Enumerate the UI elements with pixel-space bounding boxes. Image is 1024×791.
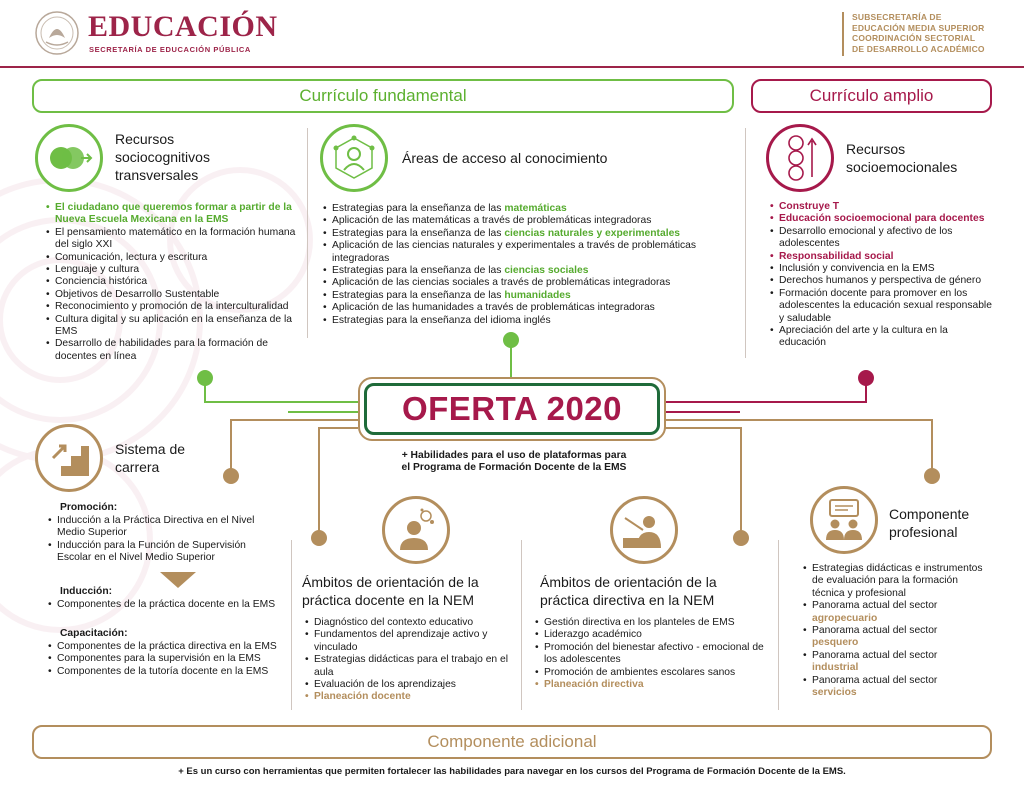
column-divider xyxy=(291,540,292,710)
title-line: práctica docente en la NEM xyxy=(302,592,474,608)
list-item: • Conciencia histórica xyxy=(46,276,296,288)
title-line: Sistema de xyxy=(115,441,186,457)
list-item xyxy=(803,625,993,650)
list-item: • Lenguaje y cultura xyxy=(46,264,296,276)
list-item: • Promoción de ambientes escolares sanos xyxy=(535,667,770,679)
item-highlight: humanidades xyxy=(504,289,571,301)
docente-title xyxy=(302,573,479,609)
profesional-icon xyxy=(810,486,878,554)
list-item: • Planeación directiva xyxy=(535,679,770,691)
list-item: • Componentes de la práctica directiva en la EMS xyxy=(48,641,283,653)
oferta-note: + Habilidades para el uso de plataformas para el Programa de Formación Docente de la EMS xyxy=(401,450,627,474)
list-item: • El ciudadano que queremos formar a partir de la Nueva Escuela Mexicana en la EMS xyxy=(46,202,296,227)
item-text: Estrategias para la enseñanza de las xyxy=(332,203,505,214)
capacitacion-heading: Capacitación: xyxy=(60,628,128,639)
triangle-down-icon xyxy=(160,572,196,588)
list-item: • Fundamentos del aprendizaje activo y vinculado xyxy=(305,629,515,654)
list-item: • Evaluación de los aprendizajes xyxy=(305,679,515,691)
column-divider xyxy=(778,540,779,710)
item-highlight: pesquero xyxy=(812,637,859,649)
list-item: • Derechos humanos y perspectiva de género xyxy=(770,275,992,287)
list-item: • Responsabilidad social xyxy=(770,251,992,263)
amplio-title: Currículo amplio xyxy=(809,86,934,105)
directiva-icon xyxy=(610,496,678,564)
list-item: • Formación docente para promover en los adolescentes la educación sexual responsable y saludable xyxy=(770,288,992,325)
footer-note: + Es un curso con herramientas que permiten fortalecer las habilidades para navegar en los cursos del Programa de Formación Docente de la EMS. xyxy=(178,766,846,777)
oferta-outer xyxy=(358,377,666,441)
list-item xyxy=(803,600,993,625)
fundamental-title: Currículo fundamental xyxy=(299,86,467,105)
logo-subtitle: SECRETARÍA DE EDUCACIÓN PÚBLICA xyxy=(89,45,251,54)
list-item: • Cultura digital y su aplicación en la enseñanza de la EMS xyxy=(46,314,296,339)
item-text: Panorama actual del sector xyxy=(812,649,938,661)
list-item: • Inducción para la Función de Supervisión Escolar en el Nivel Medio Superior xyxy=(48,540,283,565)
subsecretaria-line1: SUBSECRETARÍA DE xyxy=(852,12,942,22)
item-text: Estrategias para la enseñanza de las xyxy=(332,289,505,301)
list-item: • Diagnóstico del contexto educativo xyxy=(305,617,515,629)
title-line: transversales xyxy=(115,167,199,183)
induccion-heading: Inducción: xyxy=(60,586,113,597)
list-item: • Comunicación, lectura y escritura xyxy=(46,252,296,264)
logo-title: EDUCACIÓN xyxy=(88,10,278,43)
list-item xyxy=(803,650,993,675)
title-line: socioemocionales xyxy=(846,159,958,175)
capacitacion-list xyxy=(48,641,283,678)
list-item: • Construye T xyxy=(770,201,992,213)
item-text: Panorama actual del sector xyxy=(812,625,938,637)
list-item: • El pensamiento matemático en la formación humana del siglo XXI xyxy=(46,227,296,252)
list-item xyxy=(803,675,993,700)
title-line: práctica directiva en la NEM xyxy=(540,592,715,608)
directiva-list xyxy=(535,617,770,691)
list-item: • Gestión directiva en los planteles de EMS xyxy=(535,617,770,629)
item-highlight: industrial xyxy=(812,662,859,674)
item-highlight: matemáticas xyxy=(504,203,567,214)
column-divider xyxy=(521,540,522,710)
title-line: sociocognitivos xyxy=(115,149,210,165)
title-line: carrera xyxy=(115,459,160,475)
list-item: • Objetivos de Desarrollo Sustentable xyxy=(46,289,296,301)
coordinacion-line1: COORDINACIÓN SECTORIAL xyxy=(852,33,976,43)
item-text: Estrategias para la enseñanza de las xyxy=(332,265,505,277)
list-item: • Componentes para la supervisión en la EMS xyxy=(48,653,283,665)
promocion-list xyxy=(48,515,283,565)
item-text: Panorama actual del sector xyxy=(812,600,938,612)
list-item: • Componentes de la tutoría docente en la EMS xyxy=(48,666,283,678)
title-line: Componente xyxy=(889,506,970,522)
list-item: • Educación socioemocional para docentes xyxy=(770,213,992,225)
coordinacion-line2: DE DESARROLLO ACADÉMICO xyxy=(852,43,985,54)
item-text: Panorama actual del sector xyxy=(812,674,938,686)
title-line: profesional xyxy=(889,524,958,540)
list-item: • Estrategias didácticas para el trabajo en el aula xyxy=(305,654,515,679)
list-item: • Promoción del bienestar afectivo - emocional de los adolescentes xyxy=(535,642,770,667)
adicional-title: Componente adicional xyxy=(427,732,597,751)
list-item: • Estrategias para la enseñanza del idioma inglés xyxy=(323,315,733,327)
carrera-icon xyxy=(35,424,103,492)
list-item: • Inducción a la Práctica Directiva en el Nivel Medio Superior xyxy=(48,515,283,540)
list-item: • Inclusión y convivencia en la EMS xyxy=(770,263,992,275)
areas-title: Áreas de acceso al conocimiento xyxy=(402,150,608,166)
title-line: Ámbitos de orientación de la xyxy=(302,574,479,590)
docente-icon xyxy=(382,496,450,564)
list-item: • Aplicación de las matemáticas a través de problemáticas integradoras xyxy=(323,215,733,227)
title-line: Recursos xyxy=(115,131,175,147)
item-highlight: agropecuario xyxy=(812,612,878,624)
list-item: • Apreciación del arte y la cultura en la educación xyxy=(770,325,992,350)
list-item: • Reconocimiento y promoción de la interculturalidad xyxy=(46,301,296,313)
list-item: • Estrategias didácticas e instrumentos de evaluación para la formación técnica y profesional xyxy=(803,563,993,600)
list-item: • Aplicación de las ciencias sociales a través de problemáticas integradoras xyxy=(323,277,733,289)
carrera-title xyxy=(115,440,185,476)
title-line: Recursos xyxy=(846,141,906,157)
list-item: • Planeación docente xyxy=(305,691,515,703)
directiva-title xyxy=(540,573,717,609)
list-item: • Aplicación de las ciencias naturales y experimentales a través de problemáticas integradoras xyxy=(323,240,733,265)
item-highlight: ciencias naturales y experimentales xyxy=(504,227,681,239)
list-item: • Aplicación de las humanidades a través de problemáticas integradoras xyxy=(323,302,733,314)
list-item: • Desarrollo de habilidades para la formación de docentes en línea xyxy=(46,338,296,363)
subsecretaria-line2: EDUCACIÓN MEDIA SUPERIOR xyxy=(852,22,985,33)
item-highlight: servicios xyxy=(812,687,857,699)
promocion-heading: Promoción: xyxy=(60,502,118,513)
list-item: • Componentes de la práctica docente en la EMS xyxy=(48,599,283,611)
title-line: Ámbitos de orientación de la xyxy=(540,574,717,590)
oferta-inner xyxy=(364,383,660,435)
adicional-box xyxy=(32,725,992,759)
profesional-title xyxy=(889,505,969,541)
list-item: • Desarrollo emocional y afectivo de los adolescentes xyxy=(770,226,992,251)
item-highlight: ciencias sociales xyxy=(504,265,589,277)
docente-list xyxy=(305,617,515,704)
list-item: • Liderazgo académico xyxy=(535,629,770,641)
oferta-title: OFERTA 2020 xyxy=(401,390,623,427)
item-text: Estrategias para la enseñanza de las xyxy=(332,227,505,239)
profesional-list xyxy=(803,563,993,699)
induccion-list xyxy=(48,599,283,611)
